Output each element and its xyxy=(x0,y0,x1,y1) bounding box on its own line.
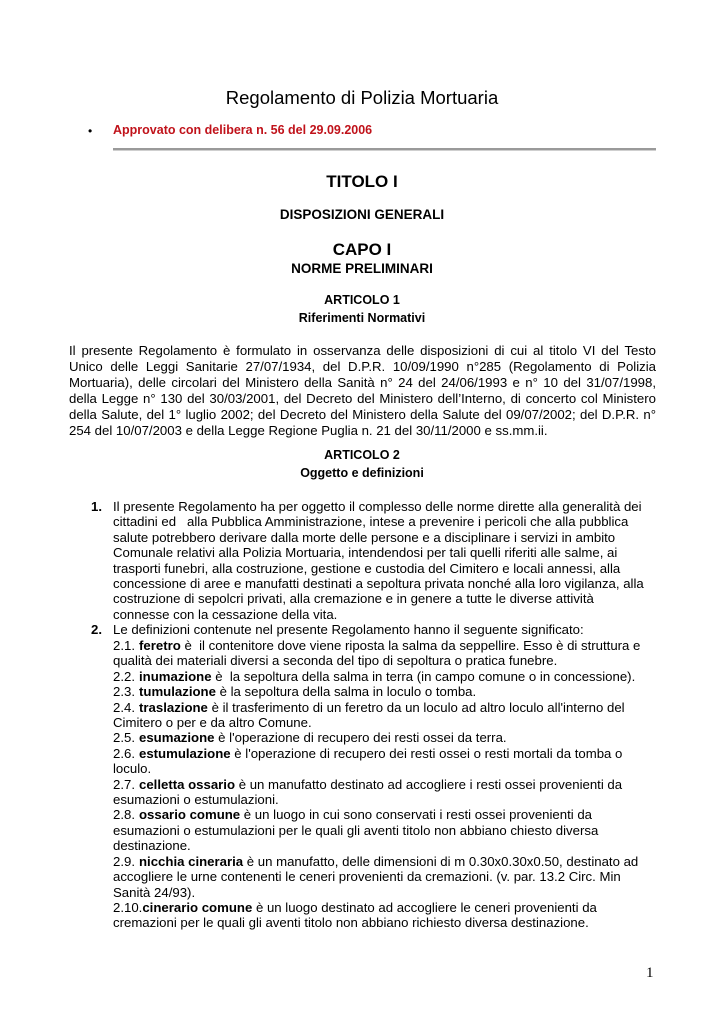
definition-number: 2.5. xyxy=(113,730,135,746)
list-item-number: 2. xyxy=(91,622,102,637)
definition-continuation xyxy=(113,885,660,900)
capo-heading: CAPO I xyxy=(332,240,392,259)
definition-item xyxy=(113,900,660,915)
list-item-number: 1. xyxy=(91,499,102,514)
definition-text: Sanità 24/93). xyxy=(113,884,196,900)
definitions-list xyxy=(113,638,660,931)
page-number: 1 xyxy=(646,965,654,981)
definition-text: Cimitero o per e da altro Comune. xyxy=(113,715,312,731)
definition-item xyxy=(113,746,660,761)
definition-term: nicchia cineraria xyxy=(139,853,244,869)
bullet-icon: • xyxy=(88,124,93,138)
horizontal-rule xyxy=(113,148,656,151)
definition-text: è un luogo in cui sono conservati i resti ossei provenienti da xyxy=(240,807,593,823)
definition-continuation xyxy=(113,715,660,730)
definition-continuation xyxy=(113,823,660,838)
definition-term: cinerario comune xyxy=(142,899,253,915)
definition-number: 2.6. xyxy=(113,745,135,761)
definition-text: è un manufatto, delle dimensioni di m 0.30x0.30x0.50, destinato ad xyxy=(243,853,639,869)
definition-text: è un manufatto destinato ad accogliere i resti ossei provenienti da xyxy=(235,776,623,792)
definition-text: è l'operazione di recupero dei resti ossei o resti mortali da tomba o xyxy=(230,745,623,761)
definition-text: è la sepoltura della salma in terra (in campo comune o in concessione). xyxy=(211,668,636,684)
definition-number: 2.2. xyxy=(113,668,135,684)
definition-term: celletta ossario xyxy=(139,776,236,792)
articolo-1-body: Il presente Regolamento è formulato in osservanza delle disposizioni di cui al titolo VI del Testo Unico delle Leggi Sanitarie 27/07/1934, del D.P.R. 10/09/1990 n°285 (Regolamento di Polizia Mortuaria), delle circolari del Ministero della Sanità n° 24 del 24/06/1993 e n° 10 del 31/07/1998, della Legge n° 130 del 30/03/2001, del Decreto del Ministero dell’Interno, di concerto col Ministero della Salute, del 1° luglio 2002; del Decreto del Ministero della Salute del 09/07/2002; del D.P.R. n° 254 del 10/07/2003 e della Legge Regione Puglia n. 21 del 30/11/2000 e ss.mm.ii. xyxy=(69,343,656,438)
definition-continuation xyxy=(113,838,660,853)
list-item-text xyxy=(113,499,660,622)
text-line: Comunale relativi alla Polizia Mortuaria, intendendosi per tali quelli riferiti alle salme, ai xyxy=(113,545,618,561)
definition-continuation xyxy=(113,915,660,930)
definition-text: è un luogo destinato ad accogliere le ceneri provenienti da xyxy=(252,899,597,915)
definition-number: 2.8. xyxy=(113,807,135,823)
definition-term: ossario comune xyxy=(139,807,241,823)
list-item-text: Le definizioni contenute nel presente Regolamento hanno il seguente significato: xyxy=(113,622,584,637)
text-line: Il presente Regolamento ha per oggetto il complesso delle norme dirette alla generalità dei xyxy=(113,499,642,514)
definition-item xyxy=(113,684,660,699)
definition-term: estumulazione xyxy=(139,745,231,761)
definition-number: 2.10. xyxy=(113,899,143,915)
definition-term: traslazione xyxy=(139,699,208,715)
definition-text: esumazioni o estumulazioni per le quali gli aventi titolo non abbiano chiesto diversa xyxy=(113,822,599,838)
definition-number: 2.1. xyxy=(113,638,135,653)
articolo-2-title: ARTICOLO 2 xyxy=(324,448,400,462)
definition-item xyxy=(113,638,660,653)
capo-subheading: NORME PRELIMINARI xyxy=(291,261,433,276)
definition-text: esumazioni o estumulazioni. xyxy=(113,792,279,808)
definition-term: inumazione xyxy=(139,668,212,684)
definition-number: 2.3. xyxy=(113,684,135,700)
definition-item xyxy=(113,777,660,792)
definition-text: è il contenitore dove viene riposta la salma da seppellire. Esso è di struttura e xyxy=(180,638,641,653)
text-line: connesse con la cessazione della vita. xyxy=(113,606,338,622)
definition-text: qualità dei materiali diversi a seconda del tipo di sepoltura o pratica funebre. xyxy=(113,653,558,669)
definition-continuation xyxy=(113,869,660,884)
definition-item xyxy=(113,854,660,869)
text-line: concessione di aree e manufatti destinati a sepoltura privata nonché alla loro vigilanza, alla xyxy=(113,576,644,592)
articolo-2-subtitle: Oggetto e definizioni xyxy=(300,466,424,480)
definition-text: destinazione. xyxy=(113,838,191,854)
definition-number: 2.4. xyxy=(113,699,135,715)
definition-item xyxy=(113,807,660,822)
definition-number: 2.7. xyxy=(113,776,135,792)
definition-item xyxy=(113,669,660,684)
approval-note: Approvato con delibera n. 56 del 29.09.2006 xyxy=(113,123,373,137)
definition-term: feretro xyxy=(139,638,181,653)
articolo-1-subtitle: Riferimenti Normativi xyxy=(298,311,426,325)
definition-text: è l'operazione di recupero dei resti ossei da terra. xyxy=(214,730,507,746)
definition-text: è il trasferimento di un feretro da un loculo ad altro loculo all'interno del xyxy=(207,699,625,715)
definition-continuation xyxy=(113,653,660,668)
definition-text: è la sepoltura della salma in loculo o tomba. xyxy=(215,684,477,700)
definition-continuation xyxy=(113,761,660,776)
text-line: trasporti funebri, alla costruzione, gestione e custodia del Cimitero e locali annessi, alla xyxy=(113,560,621,576)
definition-text: loculo. xyxy=(113,761,152,777)
definition-item xyxy=(113,730,660,745)
definition-item xyxy=(113,700,660,715)
articolo-1-title: ARTICOLO 1 xyxy=(324,293,400,307)
definition-term: esumazione xyxy=(139,730,215,746)
definition-text: cremazioni per le quali gli aventi titolo non abbiano richiesto diversa destinazione. xyxy=(113,915,589,931)
definition-term: tumulazione xyxy=(139,684,216,700)
definition-continuation xyxy=(113,792,660,807)
text-line: cittadini ed alla Pubblica Amministrazione, intese a prevenire i pericoli che alla pubblica xyxy=(113,514,629,530)
document-title: Regolamento di Polizia Mortuaria xyxy=(225,87,499,108)
text-line: costruzione di sepolcri privati, alla cremazione e in genere a tutte le diverse attività xyxy=(113,591,594,607)
definition-text: accogliere le urne contenenti le ceneri provenienti da cremazioni. (v. par. 13.2 Circ. Min xyxy=(113,869,621,885)
text-line: salute potrebbero derivare dalla morte delle persone e a disciplinare i servizi in ambito xyxy=(113,529,616,545)
titolo-heading: TITOLO I xyxy=(326,172,398,191)
definition-number: 2.9. xyxy=(113,853,135,869)
titolo-subheading: DISPOSIZIONI GENERALI xyxy=(279,207,445,222)
